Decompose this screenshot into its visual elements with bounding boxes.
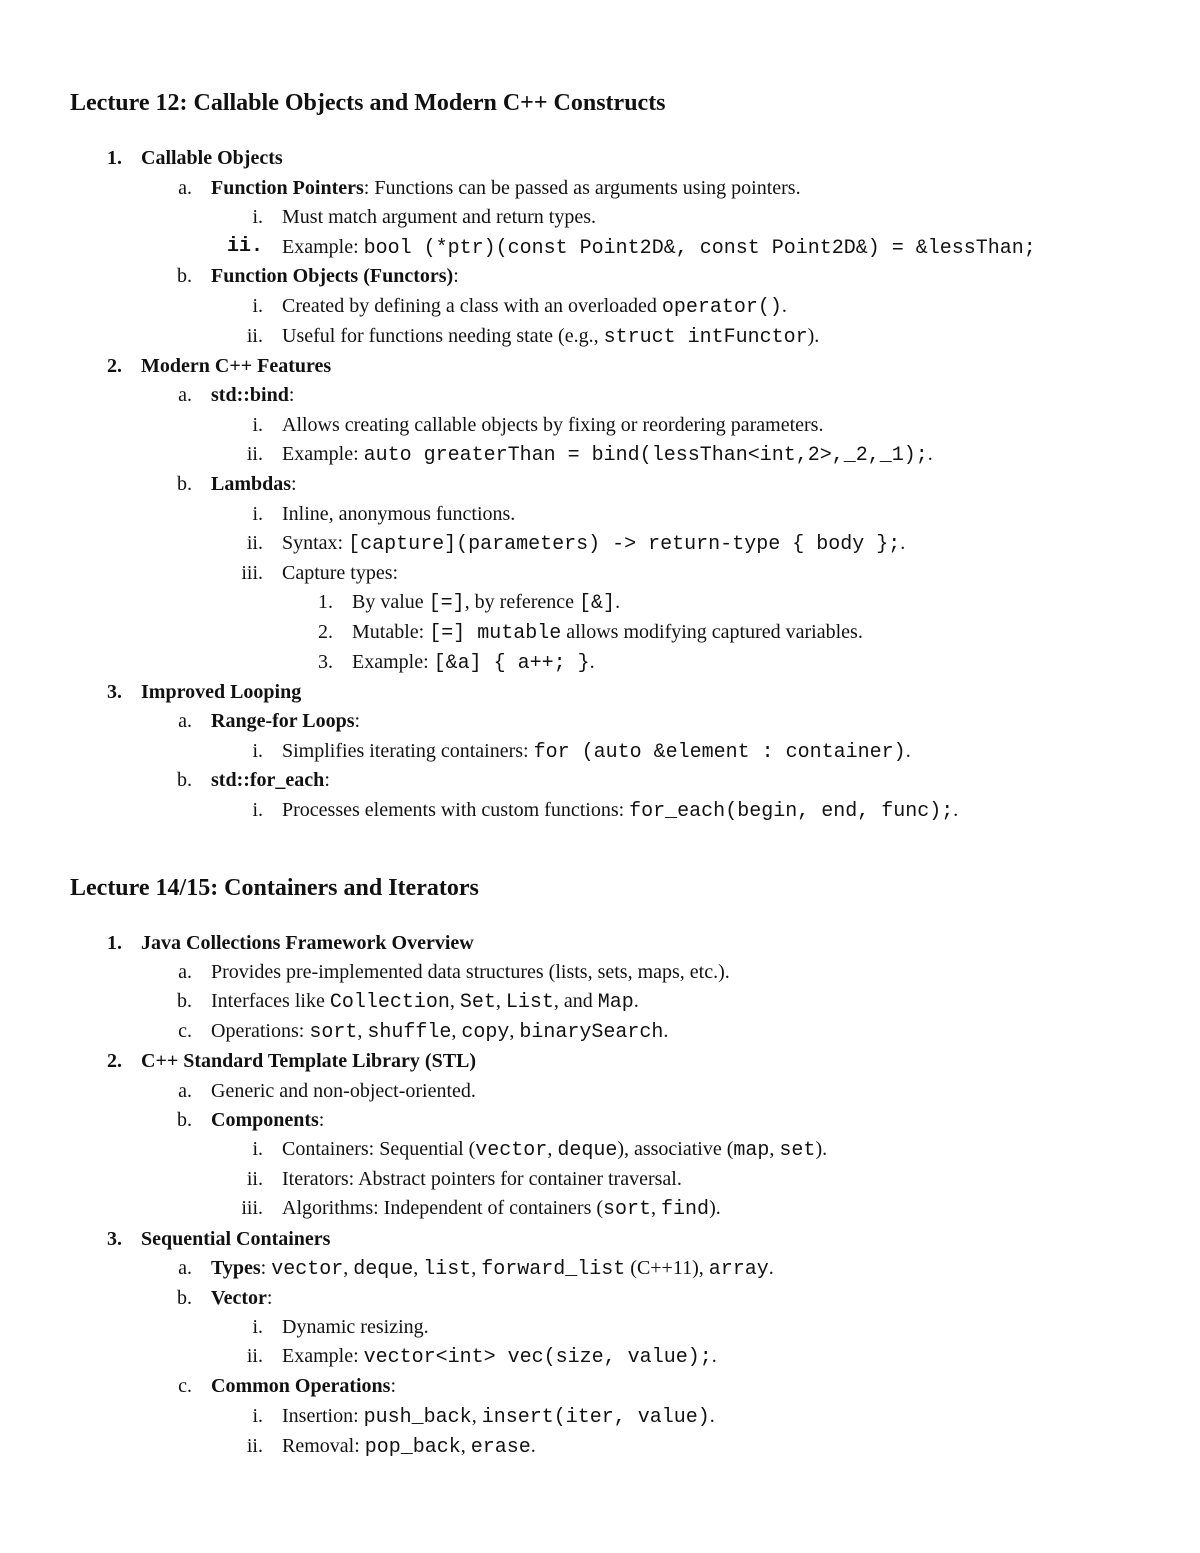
section-heading: Improved Looping xyxy=(141,681,302,703)
code-snippet: for (auto &element : container) xyxy=(533,741,906,764)
list-marker: 1. xyxy=(107,932,122,954)
list-item: Components: xyxy=(211,1109,325,1131)
list-item: Mutable: [=] mutable allows modifying captured variables. xyxy=(352,621,863,645)
list-item: By value [=], by reference [&]. xyxy=(352,591,621,615)
code-snippet: [=] xyxy=(428,592,465,615)
code-snippet: [capture](parameters) -> return-type { body }; xyxy=(348,533,901,556)
list-marker: a. xyxy=(178,1080,192,1102)
list-item: Generic and non-object-oriented. xyxy=(211,1080,476,1102)
code-snippet: vector<int> vec(size, value); xyxy=(363,1346,712,1369)
list-item: Example: bool (*ptr)(const Point2D&, const Point2D&) = &lessThan; xyxy=(282,236,1036,260)
section-heading: Modern C++ Features xyxy=(141,355,332,377)
code-snippet: operator() xyxy=(661,296,782,319)
list-item: Provides pre-implemented data structures (lists, sets, maps, etc.). xyxy=(211,961,730,983)
code-snippet: [=] mutable xyxy=(429,622,562,645)
list-item: Removal: pop_back, erase. xyxy=(282,1435,536,1459)
list-item: Function Objects (Functors): xyxy=(211,265,459,287)
list-item: Example: vector<int> vec(size, value);. xyxy=(282,1345,717,1369)
list-marker: a. xyxy=(178,177,192,199)
list-marker: 2. xyxy=(107,355,122,377)
list-item: Common Operations: xyxy=(211,1375,397,1397)
list-marker: i. xyxy=(252,206,263,228)
list-marker: i. xyxy=(252,1138,263,1160)
list-item: Processes elements with custom functions: for_each(begin, end, func);. xyxy=(282,799,959,823)
list-marker: 1. xyxy=(107,147,122,169)
list-marker: b. xyxy=(177,265,192,287)
list-item: Types: vector, deque, list, forward_list (C++11), array. xyxy=(211,1257,774,1281)
list-marker: 2. xyxy=(107,1050,122,1072)
list-item: Must match argument and return types. xyxy=(282,206,597,228)
list-item: Vector: xyxy=(211,1287,273,1309)
list-marker: i. xyxy=(252,1316,263,1338)
list-marker: 1. xyxy=(318,591,333,613)
list-item: Insertion: push_back, insert(iter, value). xyxy=(282,1405,715,1429)
list-marker: i. xyxy=(252,740,263,762)
list-marker: i. xyxy=(252,1405,263,1427)
list-marker: iii. xyxy=(241,1197,263,1219)
list-marker: ii. xyxy=(246,532,263,554)
list-item: Example: auto greaterThan = bind(lessThan<int,2>,_2,_1);. xyxy=(282,443,933,467)
list-item: Syntax: [capture](parameters) -> return-type { body };. xyxy=(282,532,906,556)
list-marker: b. xyxy=(177,1287,192,1309)
code-snippet: bool (*ptr)(const Point2D&, const Point2D&) = &lessThan; xyxy=(363,237,1036,260)
list-item: std::bind: xyxy=(211,384,295,406)
list-marker: ii. xyxy=(246,1168,263,1190)
list-item: Dynamic resizing. xyxy=(282,1316,429,1338)
list-item: Function Pointers: Functions can be passed as arguments using pointers. xyxy=(211,177,801,199)
list-marker: b. xyxy=(177,473,192,495)
list-marker: i. xyxy=(252,295,263,317)
list-marker: 2. xyxy=(318,621,333,643)
list-marker: ii. xyxy=(246,443,263,465)
list-item: std::for_each: xyxy=(211,769,330,791)
list-item: Interfaces like Collection, Set, List, and Map. xyxy=(211,990,639,1014)
list-item: Capture types: xyxy=(282,562,399,584)
code-snippet: [&] xyxy=(579,592,616,615)
list-marker: b. xyxy=(177,990,192,1012)
list-item: Useful for functions needing state (e.g., struct intFunctor). xyxy=(282,325,820,349)
code-snippet: [&a] { a++; } xyxy=(433,652,590,675)
list-item: Allows creating callable objects by fixing or reordering parameters. xyxy=(282,414,824,436)
section-heading: C++ Standard Template Library (STL) xyxy=(141,1050,477,1072)
section-heading: Java Collections Framework Overview xyxy=(141,932,474,954)
code-snippet: auto greaterThan = bind(lessThan<int,2>,_2,_1); xyxy=(363,444,928,467)
list-marker: i. xyxy=(252,799,263,821)
list-marker: ii. xyxy=(246,1345,263,1367)
list-marker: a. xyxy=(178,961,192,983)
lecture-12-title: Lecture 12: Callable Objects and Modern C++ Constructs xyxy=(70,90,666,116)
list-marker: a. xyxy=(178,384,192,406)
list-marker: b. xyxy=(177,769,192,791)
list-item: Example: [&a] { a++; }. xyxy=(352,651,595,675)
list-marker: a. xyxy=(178,1257,192,1279)
list-marker: ii. xyxy=(246,1435,263,1457)
list-marker: c. xyxy=(178,1375,192,1397)
list-item: Created by defining a class with an overloaded operator(). xyxy=(282,295,787,319)
list-item: Simplifies iterating containers: for (auto &element : container). xyxy=(282,740,911,764)
list-marker: b. xyxy=(177,1109,192,1131)
list-marker: i. xyxy=(252,503,263,525)
list-item: Range-for Loops: xyxy=(211,710,361,732)
list-item: Containers: Sequential (vector, deque), associative (map, set). xyxy=(282,1138,828,1162)
list-marker: 3. xyxy=(318,651,333,673)
list-item: Lambdas: xyxy=(211,473,297,495)
lecture-14-15-title: Lecture 14/15: Containers and Iterators xyxy=(70,875,479,901)
list-marker: 3. xyxy=(107,1228,122,1250)
section-heading: Callable Objects xyxy=(141,147,283,169)
list-marker: a. xyxy=(178,710,192,732)
list-marker: ii. xyxy=(226,235,263,258)
list-marker: i. xyxy=(252,414,263,436)
list-marker: 3. xyxy=(107,681,122,703)
list-item: Iterators: Abstract pointers for container traversal. xyxy=(282,1168,682,1190)
list-item: Algorithms: Independent of containers (sort, find). xyxy=(282,1197,721,1221)
list-item: Inline, anonymous functions. xyxy=(282,503,516,525)
section-heading: Sequential Containers xyxy=(141,1228,331,1250)
code-snippet: for_each(begin, end, func); xyxy=(629,800,954,823)
list-marker: ii. xyxy=(246,325,263,347)
code-snippet: struct intFunctor xyxy=(603,326,808,349)
list-marker: iii. xyxy=(241,562,263,584)
list-marker: c. xyxy=(178,1020,192,1042)
list-item: Operations: sort, shuffle, copy, binarySearch. xyxy=(211,1020,669,1044)
